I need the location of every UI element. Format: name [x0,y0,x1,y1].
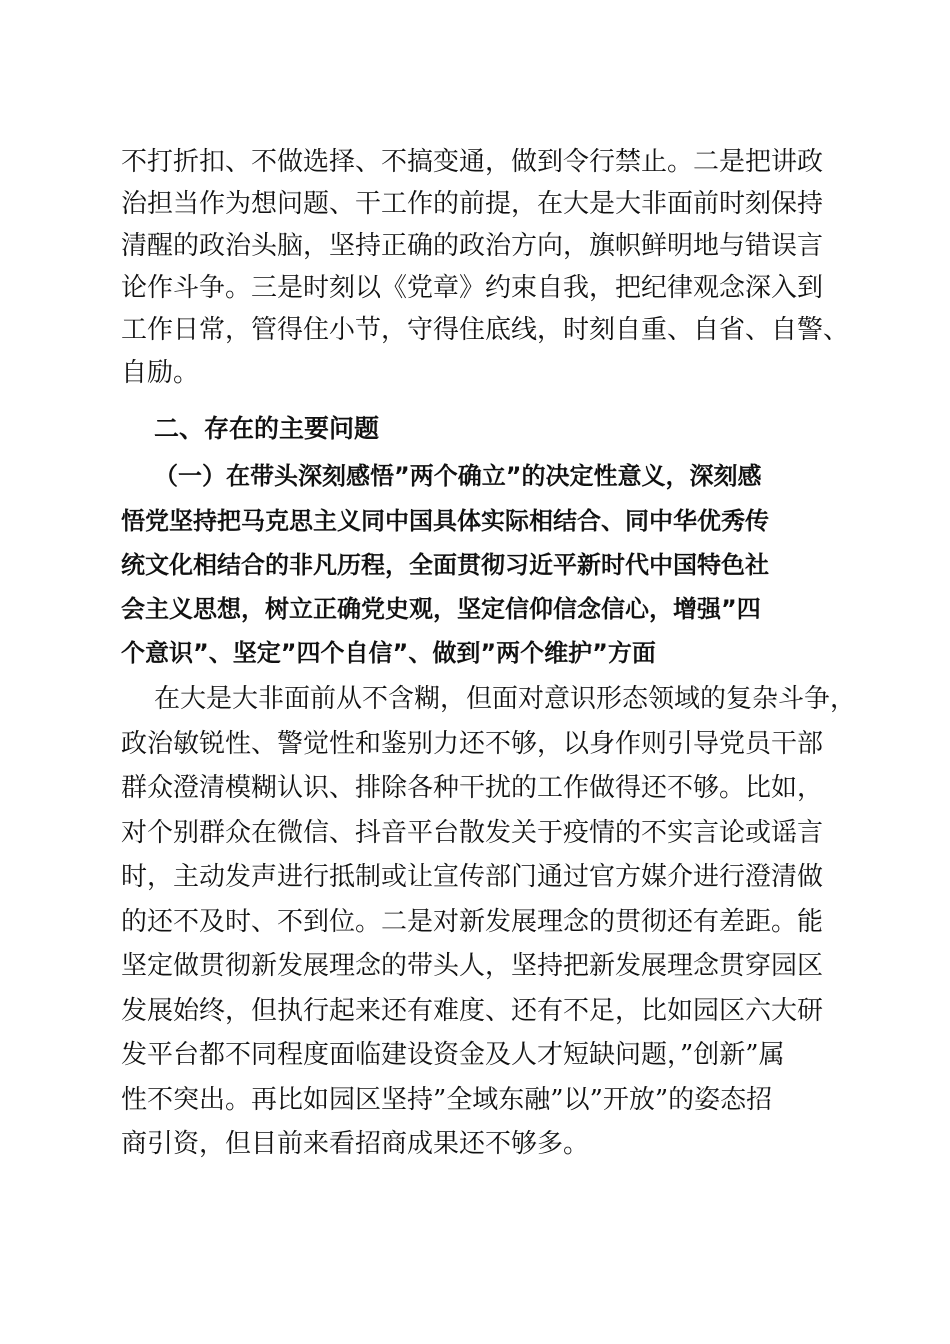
text-line: 发展始终，但执行起来还有难度、还有不足，比如园区六大研 [121,996,824,1026]
text-line: 时，主动发声进行抵制或让宣传部门通过官方媒介进行澄清做 [121,862,824,892]
text-line: 发平台都不同程度面临建设资金及人才短缺问题，”创新”属 [121,1040,785,1070]
section-heading: 二、存在的主要问题 [154,414,380,443]
text-line: 自励。 [121,358,200,388]
text-line: 的还不及时、不到位。二是对新发展理念的贯彻还有差距。能 [121,907,824,937]
text-line: 在大是大非面前从不含糊，但面对意识形态领域的复杂斗争， [154,684,857,714]
text-line: 对个别群众在微信、抖音平台散发关于疫情的不实言论或谣言 [121,818,824,848]
text-line: 政治敏锐性、警觉性和鉴别力还不够，以身作则引导党员干部 [121,729,824,759]
subheading-line: （一）在带头深刻感悟”两个确立”的决定性意义，深刻感 [154,462,762,490]
subheading-line: 统文化相结合的非凡历程，全面贯彻习近平新时代中国特色社 [121,551,769,579]
subheading-line: 个意识”、坚定”四个自信”、做到”两个维护”方面 [121,639,656,667]
text-line: 性不突出。再比如园区坚持”全域东融”以”开放”的姿态招 [121,1085,773,1115]
text-line: 商引资，但目前来看招商成果还不够多。 [121,1129,590,1159]
subheading-line: 会主义思想，树立正确党史观，坚定信仰信念信心，增强”四 [121,595,761,623]
text-line: 不打折扣、不做选择、不搞变通，做到令行禁止。二是把讲政 [121,147,824,177]
text-line: 治担当作为想问题、干工作的前提，在大是大非面前时刻保持 [121,189,824,219]
text-line: 清醒的政治头脑，坚持正确的政治方向，旗帜鲜明地与错误言 [121,231,824,261]
text-line: 论作斗争。三是时刻以《党章》约束自我，把纪律观念深入到 [121,273,824,303]
text-line: 坚定做贯彻新发展理念的带头人，坚持把新发展理念贯穿园区 [121,951,824,981]
subheading-line: 悟党坚持把马克思主义同中国具体实际相结合、同中华优秀传 [121,507,769,535]
text-line: 工作日常，管得住小节，守得住底线，时刻自重、自省、自警、 [121,315,850,345]
text-line: 群众澄清模糊认识、排除各种干扰的工作做得还不够。比如， [121,773,824,803]
